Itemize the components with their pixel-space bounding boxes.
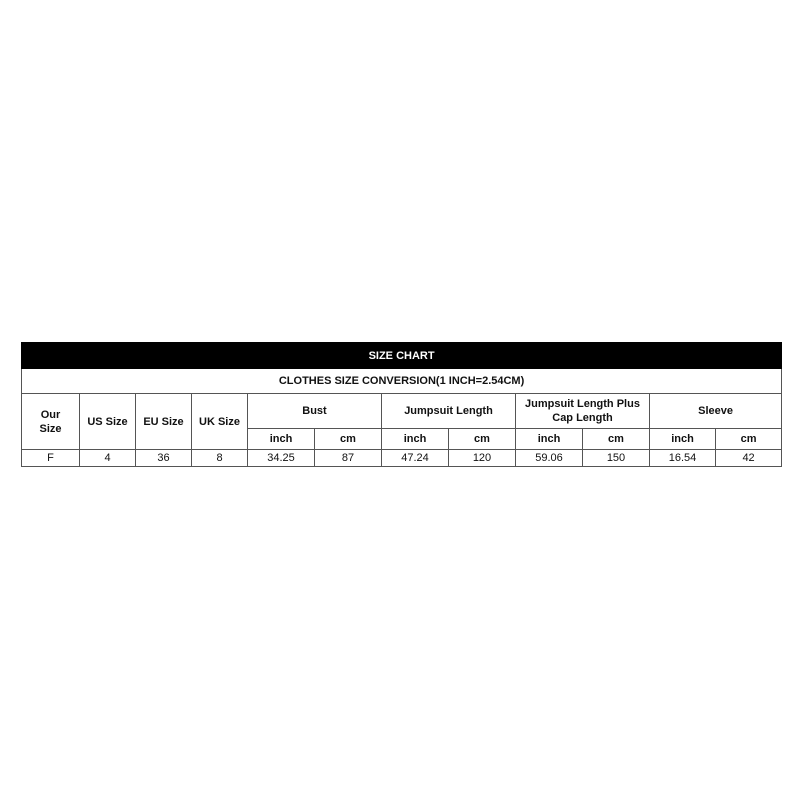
header-our-size (22, 394, 80, 450)
size-chart-table (21, 342, 782, 467)
header-row (22, 394, 782, 429)
cell-our-size: F (22, 450, 80, 467)
table-row (22, 450, 782, 467)
cell-bust-inch: 34.25 (248, 450, 315, 467)
table-title: SIZE CHART (22, 343, 782, 369)
cell-us-size: 4 (80, 450, 136, 467)
cell-eu-size: 36 (136, 450, 192, 467)
unit-cell: inch (516, 429, 583, 450)
header-our-size-line1: Our (40, 408, 61, 421)
unit-cell: cm (449, 429, 516, 450)
header-our-size-line2: Size (39, 422, 62, 435)
unit-cell: inch (248, 429, 315, 450)
header-bust: Bust (248, 394, 382, 429)
unit-cell: cm (583, 429, 650, 450)
header-us-size: US Size (80, 394, 136, 450)
header-uk-size: UK Size (192, 394, 248, 450)
cell-sleeve-cm: 42 (716, 450, 782, 467)
unit-cell: cm (315, 429, 382, 450)
unit-cell: inch (650, 429, 716, 450)
unit-cell: inch (382, 429, 449, 450)
cell-jumpsuit-length-inch: 47.24 (382, 450, 449, 467)
cell-jumpsuit-plus-cm: 150 (583, 450, 650, 467)
title-row (22, 343, 782, 369)
table-subtitle: CLOTHES SIZE CONVERSION(1 INCH=2.54CM) (22, 369, 782, 394)
header-jumpsuit-length-plus-cap (516, 394, 650, 429)
cell-jumpsuit-length-cm: 120 (449, 450, 516, 467)
cell-sleeve-inch: 16.54 (650, 450, 716, 467)
subtitle-row (22, 369, 782, 394)
cell-jumpsuit-plus-inch: 59.06 (516, 450, 583, 467)
header-jumpsuit-plus-line2: Cap Length (552, 412, 613, 424)
cell-bust-cm: 87 (315, 450, 382, 467)
cell-uk-size: 8 (192, 450, 248, 467)
unit-cell: cm (716, 429, 782, 450)
header-jumpsuit-plus-line1: Jumpsuit Length Plus (525, 398, 640, 410)
header-sleeve: Sleeve (650, 394, 782, 429)
header-eu-size: EU Size (136, 394, 192, 450)
header-jumpsuit-length: Jumpsuit Length (382, 394, 516, 429)
